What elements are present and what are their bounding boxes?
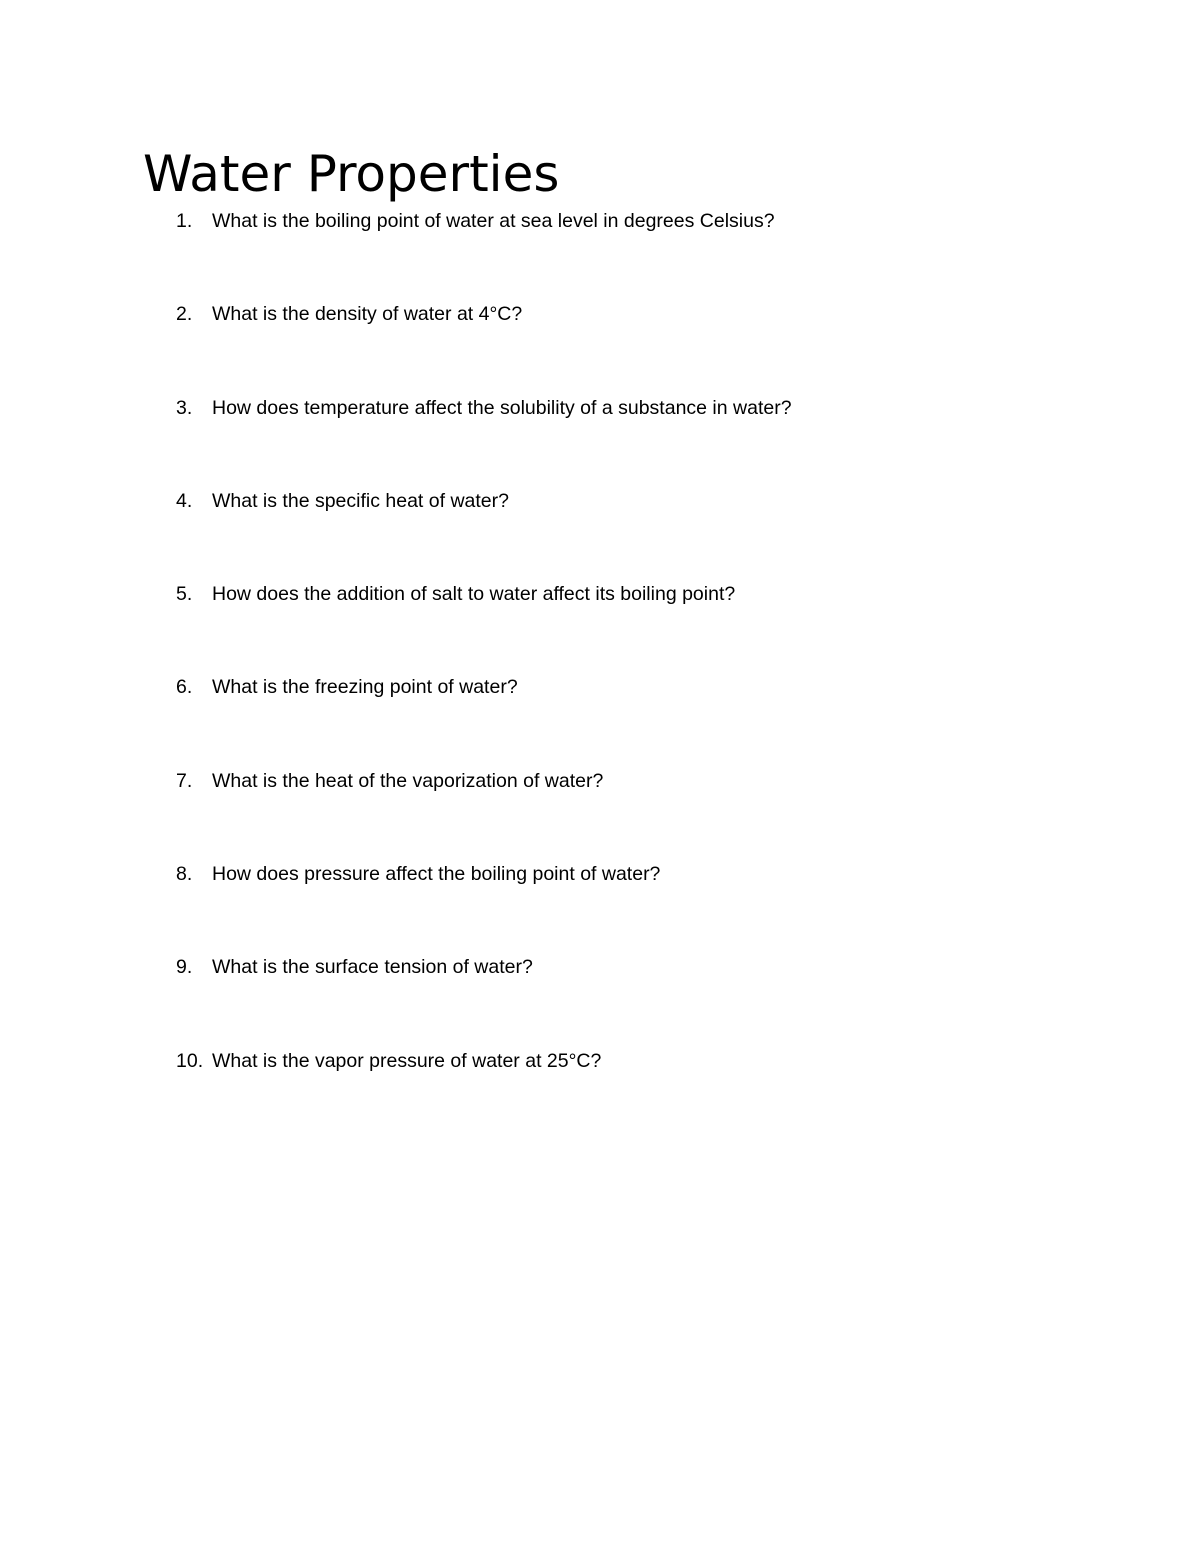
- question-item: [176, 765, 1136, 858]
- question-item: [176, 858, 1136, 951]
- question-number: 8.: [176, 863, 193, 886]
- question-number: 9.: [176, 956, 193, 979]
- question-text: What is the boiling point of water at sea level in degrees Celsius?: [212, 210, 775, 232]
- question-text: How does pressure affect the boiling point of water?: [212, 863, 661, 886]
- question-number: 1.: [176, 210, 193, 232]
- question-item: [176, 671, 1136, 764]
- question-text: What is the vapor pressure of water at 25°C?: [212, 1049, 602, 1072]
- question-text: How does the addition of salt to water affect its boiling point?: [212, 583, 736, 606]
- question-text: What is the freezing point of water?: [212, 676, 518, 699]
- question-number: 2.: [176, 303, 193, 326]
- question-text: What is the heat of the vaporization of water?: [212, 769, 604, 792]
- question-item: [176, 1045, 1136, 1138]
- page-title: Water Properties: [143, 145, 560, 203]
- question-number: 5.: [176, 583, 193, 606]
- question-text: What is the specific heat of water?: [212, 489, 509, 512]
- question-text: What is the surface tension of water?: [212, 956, 533, 979]
- question-item: [176, 485, 1136, 578]
- question-text: How does temperature affect the solubility of a substance in water?: [212, 396, 792, 419]
- question-list: [176, 205, 1136, 1138]
- question-number: 3.: [176, 396, 193, 419]
- question-item: [176, 951, 1136, 1044]
- question-item: [176, 298, 1136, 391]
- question-number: 4.: [176, 489, 193, 512]
- question-number: 6.: [176, 676, 193, 699]
- question-number: 7.: [176, 769, 193, 792]
- question-text: What is the density of water at 4°C?: [212, 303, 523, 326]
- question-item: [176, 392, 1136, 485]
- question-item: [176, 578, 1136, 671]
- question-item: [176, 205, 1136, 298]
- question-number: 10.: [176, 1049, 204, 1072]
